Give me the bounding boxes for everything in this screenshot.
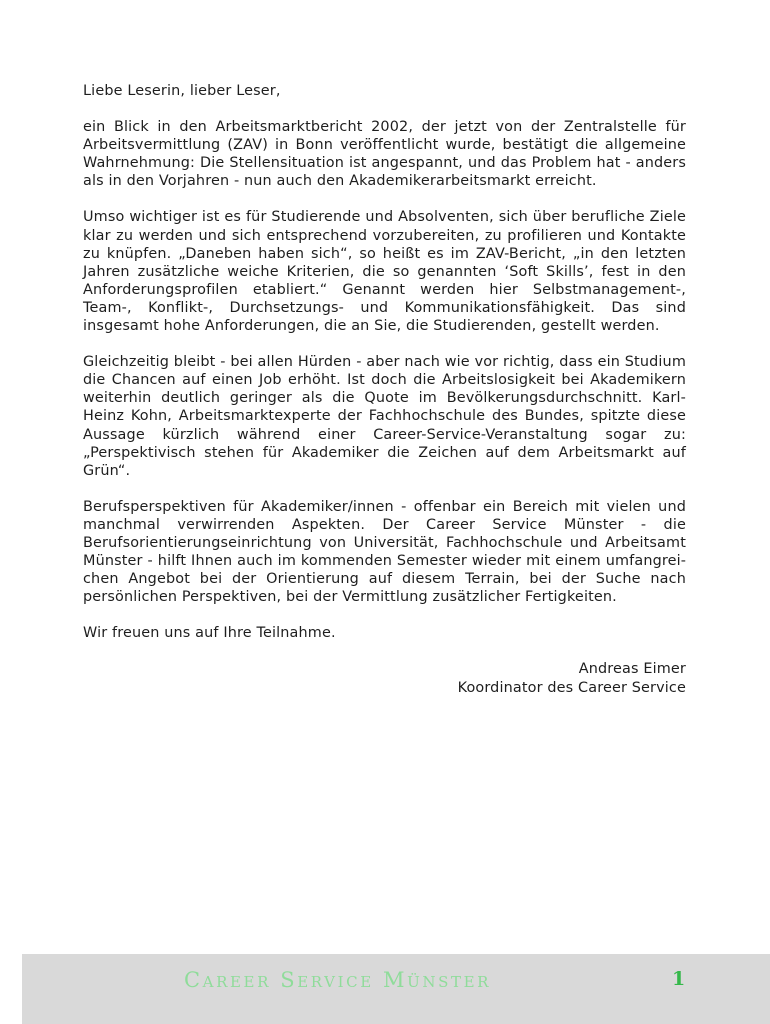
salutation: Liebe Leserin, lieber Leser, xyxy=(83,83,281,99)
signature-block xyxy=(83,660,686,696)
paragraph-4: Berufsperspektiven für Akademiker/innen - offenbar ein Bereich mit vielen und manchmal verwirrenden Aspekten. Der Career Service Münster - die Berufsorientierungseinrichtung von Universität, Fachhochschule und Arbeitsamt Münster - hilft Ihnen auch im kommenden Semester wieder mit einem umfangreichen Angebot bei der Orientierung auf diesem Terrain, bei der Suche nach persönlichen Perspektiven, bei der Vermittlung zusätzlicher Fertigkeiten. xyxy=(83,498,686,606)
paragraph-3: Gleichzeitig bleibt - bei allen Hürden - aber nach wie vor richtig, dass ein Studium die Chancen auf einen Job erhöht. Ist doch die Arbeitslosigkeit bei Akademikern weiterhin deutlich geringer als die Quote im Bevölkerungsdurchschnitt. Karl-Heinz Kohn, Arbeitsmarktexperte der Fachhochschule des Bundes, spitzte diese Aussage kürzlich während einer Career-Service-Veranstaltung sogar zu: „Perspektivisch stehen für Akademiker die Zeichen auf dem Arbeitsmarkt auf Grün“. xyxy=(83,354,686,479)
signature-name: Andreas Eimer xyxy=(578,661,686,678)
footer-band xyxy=(22,954,770,1024)
page-number: 1 xyxy=(672,968,686,990)
footer-title: Career Service Münster xyxy=(184,968,492,992)
paragraph-1: ein Blick in den Arbeitsmarktbericht 2002, der jetzt von der Zentralstelle für Arbeitsvermittlung (ZAV) in Bonn veröffentlicht wurde, bestätigt die allgemeine Wahrnehmung: Die Stellensituation ist angespannt, und das Problem hat - anders als in den Vorjahren - nun auch den Akademikerarbeitsmarkt erreicht. xyxy=(83,119,686,190)
signature-title: Koordinator des Career Service xyxy=(457,679,686,696)
paragraph-2: Umso wichtiger ist es für Studierende und Absolventen, sich über berufliche Ziele klar zu werden und sich entsprechend vorzubereiten, zu profilieren und Kontakte zu knüpfen. „Daneben haben sich“, so heißt es im ZAV-Bericht, „in den letzten Jahren zusätzliche weiche Kriterien, die so genannten ‘Soft Skills’, fest in den Anforderungsprofilen etabliert.“ Genannt werden hier Selbstmanagement-, Team-, Konflikt-, Durchsetzungs- und Kommunikationsfähigkeit. Das sind insgesamt hohe Anforderungen, die an Sie, die Studierenden, gestellt werden. xyxy=(83,209,686,335)
letter-body xyxy=(83,82,686,697)
closing-line: Wir freuen uns auf Ihre Teilnahme. xyxy=(83,625,336,642)
